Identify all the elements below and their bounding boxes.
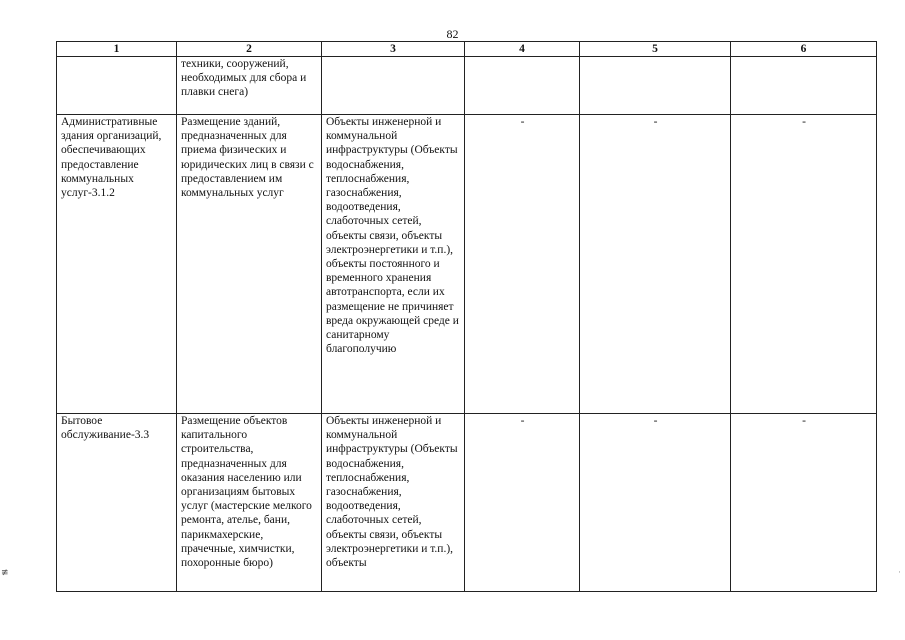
column-header: 3	[322, 42, 465, 57]
table-cell	[731, 57, 877, 115]
column-header: 4	[465, 42, 580, 57]
land-use-table	[56, 41, 877, 592]
column-header: 2	[177, 42, 322, 57]
table-cell: Размещение объектов капитального строительства, предназначенных для оказания населению или организациям бытовых услуг (мастерские мелкого ремонта, ателье, бани, парикмахерские, прачечные, химчистки, похоронные бюро)	[177, 414, 322, 592]
table-cell	[322, 57, 465, 115]
table-row	[57, 414, 877, 592]
table-cell	[580, 57, 731, 115]
column-header: 1	[57, 42, 177, 57]
table-cell	[57, 57, 177, 115]
table-cell: техники, сооружений, необходимых для сбора и плавки снега)	[177, 57, 322, 115]
left-margin-mark: ≢	[1, 568, 9, 578]
page-number: 82	[446, 27, 459, 41]
table-cell: Размещение зданий, предназначенных для приема физических и юридических лиц в связи с предоставлением им коммунальных услуг	[177, 115, 322, 414]
table-cell: -	[731, 115, 877, 414]
table-cell: -	[731, 414, 877, 592]
table-cell: Бытовое обслуживание-3.3	[57, 414, 177, 592]
table-cell: -	[465, 414, 580, 592]
table-row	[57, 115, 877, 414]
column-header: 6	[731, 42, 877, 57]
table-cell: Административные здания организаций, обеспечивающих предоставление коммунальных услуг-3.1.2	[57, 115, 177, 414]
table-cell: -	[465, 115, 580, 414]
right-margin-mark: ·	[898, 568, 901, 578]
table-cell: -	[580, 414, 731, 592]
table-cell	[465, 57, 580, 115]
column-header: 5	[580, 42, 731, 57]
table-cell: Объекты инженерной и коммунальной инфраструктуры (Объекты водоснабжения, теплоснабжения, газоснабжения, водоотведения, слаботочных сетей, объекты связи, объекты электроэнергетики и т.п.), объекты	[322, 414, 465, 592]
table-cell: Объекты инженерной и коммунальной инфраструктуры (Объекты водоснабжения, теплоснабжения, газоснабжения, водоотведения, слаботочных сетей, объекты связи, объекты электроэнергетики и т.п.), объекты постоянного и временного хранения автотранспорта, если их размещение не причиняет вреда окружающей среде и санитарному благополучию	[322, 115, 465, 414]
table-row	[57, 57, 877, 115]
table-cell: -	[580, 115, 731, 414]
table-header-row	[57, 42, 877, 57]
